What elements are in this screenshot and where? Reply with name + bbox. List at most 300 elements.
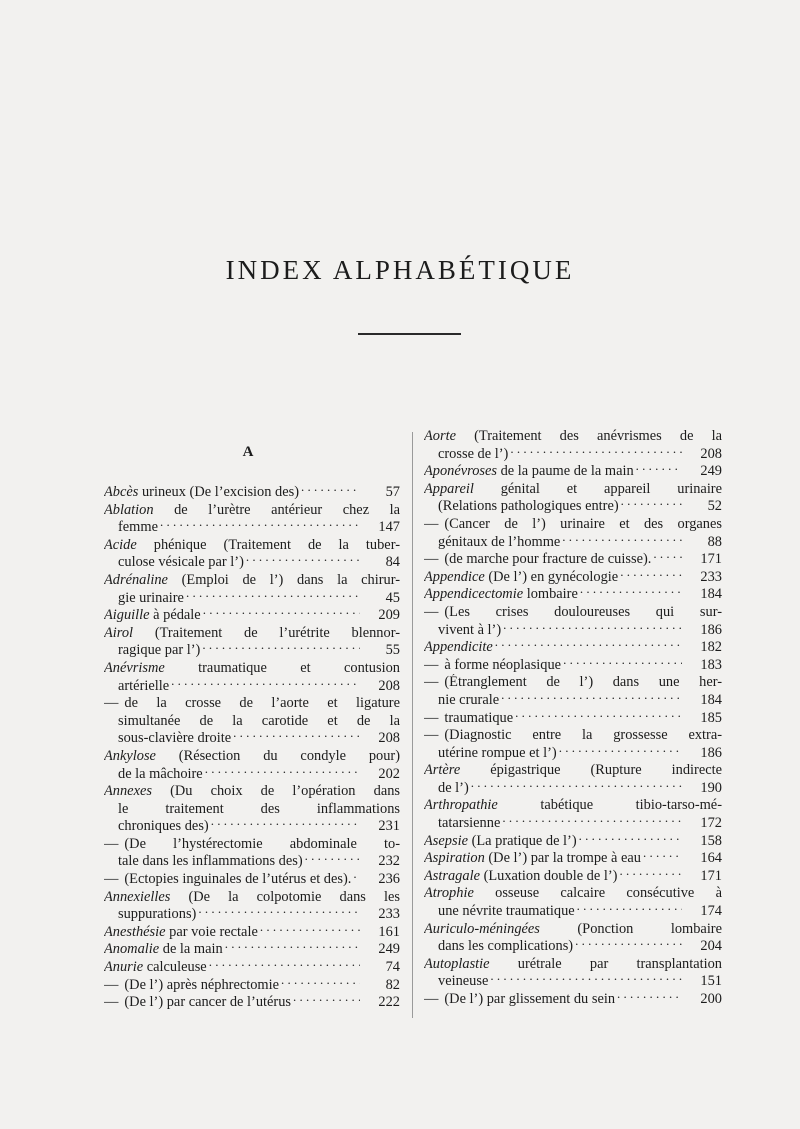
entry-text: [424, 569, 618, 587]
entry-text: [424, 657, 561, 675]
entry-line: [104, 801, 400, 819]
entry-text: [118, 906, 196, 924]
index-entry: [104, 836, 400, 871]
entry-line-text: vivent à l’): [438, 621, 502, 638]
entry-line-text: simultanée de la carotide et de la: [118, 712, 400, 729]
entry-line: [104, 572, 400, 590]
leader-dots: [634, 465, 682, 475]
leader-dots: [469, 782, 682, 792]
index-entry: [104, 783, 400, 836]
leader-dots: [513, 712, 682, 722]
dash-mark: —: [424, 656, 439, 673]
entry-line: [424, 498, 722, 516]
entry-line-text: (Résection du condyle pour): [155, 747, 400, 764]
entry-line-text: (Du choix de l’opération dans: [151, 783, 400, 800]
entry-line: [104, 678, 400, 696]
index-entry: [104, 994, 400, 1012]
entry-keyword: Appendicite: [424, 639, 493, 656]
entry-line: [104, 924, 400, 942]
entry-line: [104, 906, 400, 924]
column-divider: [412, 432, 413, 1018]
page-number: 233: [378, 906, 400, 923]
dash-mark: —: [104, 835, 119, 852]
index-entry: [104, 959, 400, 977]
page-number: 161: [378, 923, 400, 940]
entry-line: [104, 889, 400, 907]
entry-text: [104, 607, 201, 625]
entry-line: [424, 727, 722, 745]
entry-line-text: (De l’) par la trompe à eau: [484, 850, 641, 867]
page-number: 232: [378, 853, 400, 870]
entry-text: [104, 871, 351, 889]
entry-line: [104, 590, 400, 608]
page-number: 172: [700, 815, 722, 832]
entry-keyword: Aspiration: [424, 850, 485, 867]
entry-line: [104, 502, 400, 520]
entry-text: [424, 991, 615, 1009]
entry-line-text: (Ponction lombaire: [539, 920, 722, 937]
index-entry: [424, 639, 722, 657]
index-entry: [104, 748, 400, 783]
entry-line: [424, 692, 722, 710]
index-entry: [424, 956, 722, 991]
index-entry: [424, 710, 722, 728]
dash-mark: —: [104, 994, 119, 1011]
entry-text: [438, 973, 488, 991]
entry-line: [104, 818, 400, 836]
entry-line-text: de la mâchoire: [118, 765, 203, 782]
index-entry: [104, 941, 400, 959]
entry-line-text: le traitement des inflammations: [118, 800, 400, 817]
entry-text: [424, 463, 634, 481]
entry-line-text: épigastrique (Rupture indirecte: [460, 762, 722, 779]
entry-keyword: Astragale: [424, 867, 480, 884]
page-number: 84: [385, 554, 400, 571]
entry-line: [424, 622, 722, 640]
entry-line-text: artérielle: [118, 677, 170, 694]
entry-line: [424, 534, 722, 552]
entry-text: [438, 446, 508, 464]
leader-dots: [291, 996, 360, 1006]
page-number: 231: [378, 818, 400, 835]
entry-text: [104, 977, 279, 995]
entry-line-text: (Traitement des anévrismes de la: [455, 428, 722, 444]
leader-dots: [575, 905, 682, 915]
index-entry: [424, 657, 722, 675]
entry-text: [438, 622, 501, 640]
entry-line-text: urétrale par transplantation: [489, 955, 722, 972]
entry-keyword: Annexielles: [104, 888, 171, 905]
entry-line: [104, 941, 400, 959]
dash-mark: —: [424, 515, 439, 532]
page-number: 249: [700, 463, 722, 480]
entry-keyword: Adrénaline: [104, 571, 168, 588]
leader-dots: [577, 835, 682, 845]
page-number: 186: [700, 621, 722, 638]
entry-text: [104, 660, 400, 678]
dash-mark: —: [104, 695, 119, 712]
entry-text: [104, 484, 299, 502]
index-entry: [104, 537, 400, 572]
page-number: 233: [700, 568, 722, 585]
entry-line-text: ragique par l’): [118, 642, 201, 659]
page-number: 190: [700, 779, 722, 796]
page-number: 55: [385, 642, 400, 659]
entry-line-text: chroniques des): [118, 818, 209, 835]
entry-line-text: (De l’) après néphrectomie: [124, 976, 280, 993]
entry-line-text: lombaire: [523, 586, 578, 603]
leader-dots: [501, 624, 682, 634]
entry-line: [424, 604, 722, 622]
leader-dots: [196, 908, 360, 918]
entry-text: [424, 956, 722, 974]
entry-line: [424, 885, 722, 903]
entry-line-text: (De l’) par glissement du sein: [444, 991, 616, 1007]
leader-dots: [223, 943, 360, 953]
page-number: 182: [700, 639, 722, 656]
page-number: 183: [700, 656, 722, 673]
leader-dots: [351, 873, 360, 883]
page-number: 208: [700, 445, 722, 462]
dash-mark: —: [104, 976, 119, 993]
index-entry: [104, 924, 400, 942]
entry-keyword: Atrophie: [424, 885, 474, 902]
entry-line: [424, 516, 722, 534]
page-number: 202: [378, 765, 400, 782]
page-number: 184: [700, 586, 722, 603]
entry-line-text: de l’urètre antérieur chez la: [153, 501, 400, 518]
entry-text: [424, 885, 722, 903]
entry-line: [424, 815, 722, 833]
index-entry: [424, 868, 722, 886]
entry-keyword: Autoplastie: [424, 955, 490, 972]
index-entry: [104, 977, 400, 995]
entry-line: [424, 973, 722, 991]
entry-keyword: Airol: [104, 624, 134, 641]
entry-line: [424, 921, 722, 939]
entry-text: [424, 674, 722, 692]
index-entry: [424, 885, 722, 920]
dash-mark: —: [424, 727, 439, 744]
page-number: 158: [700, 832, 722, 849]
entry-line-text: (La pratique de l’): [467, 832, 577, 849]
dash-mark: —: [424, 709, 439, 726]
page-number: 45: [385, 589, 400, 606]
page-title: INDEX ALPHABÉTIQUE: [225, 255, 575, 285]
entry-keyword: Appendice: [424, 568, 485, 585]
entry-line-text: nie crurale: [438, 691, 500, 708]
leader-dots: [244, 556, 360, 566]
entry-text: [424, 833, 577, 851]
leader-dots: [573, 940, 682, 950]
entry-line: [424, 903, 722, 921]
entry-line: [104, 959, 400, 977]
entry-line-text: à forme néoplasique: [444, 656, 562, 673]
entry-text: [424, 586, 578, 604]
dash-mark: —: [424, 991, 439, 1007]
entry-line: [424, 428, 722, 446]
entry-text: [424, 516, 722, 534]
page-number: 171: [700, 551, 722, 568]
entry-text: [424, 710, 513, 728]
index-entry: [104, 889, 400, 924]
entry-line-text: génital et appareil urinaire: [473, 480, 722, 497]
entry-line: [424, 991, 722, 1009]
index-entry: [424, 604, 722, 639]
entry-keyword: Anévrisme: [104, 659, 165, 676]
entry-line: [104, 519, 400, 537]
page-number: 184: [700, 691, 722, 708]
entry-text: [118, 818, 209, 836]
entry-text: [438, 745, 557, 763]
entry-keyword: Asepsie: [424, 832, 468, 849]
leader-dots: [169, 680, 360, 690]
entry-line: [104, 642, 400, 660]
entry-line-text: de l’): [438, 779, 469, 796]
leader-dots: [488, 975, 682, 985]
entry-text: [104, 695, 400, 713]
entry-line-text: (Ectopies inguinales de l’utérus et des).: [124, 871, 352, 888]
entry-line-text: crosse de l’): [438, 445, 509, 462]
entry-line-text: femme: [118, 519, 158, 536]
entry-line: [104, 783, 400, 801]
page-number: 52: [707, 498, 722, 515]
index-entry: [424, 833, 722, 851]
page-number: 174: [700, 903, 722, 920]
index-column-left: [104, 484, 400, 1012]
index-entry: [424, 674, 722, 709]
entry-text: [424, 481, 722, 499]
entry-keyword: Artère: [424, 762, 461, 779]
entry-line-text: (De la colpotomie dans les: [170, 888, 400, 905]
entry-line: [424, 956, 722, 974]
page-number: 209: [378, 607, 400, 624]
entry-keyword: Ablation: [104, 501, 154, 518]
leader-dots: [651, 553, 682, 563]
entry-line-text: traumatique et contusion: [164, 659, 400, 676]
entry-text: [104, 889, 400, 907]
entry-keyword: Aorte: [424, 428, 456, 444]
entry-line-text: (de marche pour fracture de cuisse).: [444, 551, 652, 568]
entry-line-text: (Emploi de l’) dans la chirur-: [167, 571, 400, 588]
leader-dots: [231, 732, 360, 742]
entry-line: [424, 639, 722, 657]
entry-text: [438, 692, 499, 710]
entry-line-text: utérine rompue et l’): [438, 744, 557, 761]
entry-line: [104, 484, 400, 502]
entry-text: [104, 502, 400, 520]
entry-line-text: suppurations): [118, 906, 197, 923]
entry-line-text: (De l’) par cancer de l’utérus: [124, 994, 291, 1011]
entry-line: [104, 537, 400, 555]
leader-dots: [279, 979, 360, 989]
entry-keyword: Appareil: [424, 480, 474, 497]
entry-keyword: Arthropathie: [424, 797, 498, 814]
entry-keyword: Anesthésie: [104, 923, 166, 940]
leader-dots: [500, 817, 682, 827]
page-number: 164: [700, 850, 722, 867]
entry-line-text: dans les complications): [438, 938, 574, 955]
dash-mark: —: [424, 603, 439, 620]
index-entry: [424, 727, 722, 762]
page-number: 82: [385, 976, 400, 993]
entry-line-text: traumatique: [444, 709, 514, 726]
leader-dots: [258, 926, 360, 936]
entry-text: [424, 797, 722, 815]
entry-text: [118, 554, 244, 572]
entry-line: [424, 586, 722, 604]
entry-line-text: à pédale: [149, 607, 201, 624]
entry-keyword: Appendicectomie: [424, 586, 524, 603]
page-number: 186: [700, 744, 722, 761]
entry-text: [104, 572, 400, 590]
entry-line-text: de la paume de la main: [497, 463, 634, 480]
index-entry: [104, 607, 400, 625]
page-number: 74: [385, 959, 400, 976]
entry-text: [118, 519, 158, 537]
entry-text: [104, 994, 291, 1012]
entry-text: [104, 537, 400, 555]
leader-dots: [560, 536, 682, 546]
entry-line: [424, 850, 722, 868]
entry-line: [424, 780, 722, 798]
entry-line-text: calculeuse: [143, 959, 207, 976]
entry-line: [104, 730, 400, 748]
entry-text: [118, 590, 184, 608]
entry-line-text: (Diagnostic entre la grossesse extra-: [444, 727, 722, 744]
leader-dots: [200, 644, 360, 654]
page-number: 185: [700, 709, 722, 726]
index-entry: [424, 516, 722, 551]
page-number: 208: [378, 677, 400, 694]
leader-dots: [618, 571, 682, 581]
leader-dots: [203, 768, 360, 778]
entry-line-text: osseuse calcaire consécutive à: [473, 885, 722, 902]
entry-line-text: une névrite traumatique: [438, 903, 575, 920]
entry-keyword: Anomalie: [104, 941, 160, 958]
entry-text: [118, 642, 200, 660]
entry-text: [438, 534, 560, 552]
index-entry: [104, 625, 400, 660]
entry-line-text: veineuse: [438, 973, 489, 990]
entry-keyword: Annexes: [104, 783, 152, 800]
dash-mark: —: [424, 551, 439, 568]
entry-line-text: (Cancer de l’) urinaire et des organes: [444, 515, 722, 532]
page-number: 222: [378, 994, 400, 1011]
entry-line-text: (Luxation double de l’): [479, 867, 618, 884]
entry-text: [104, 941, 223, 959]
entry-text: [438, 498, 619, 516]
entry-line: [104, 748, 400, 766]
index-entry: [424, 586, 722, 604]
page-number: 236: [378, 871, 400, 888]
entry-keyword: Auriculo-méningées: [424, 920, 540, 937]
entry-text: [424, 850, 641, 868]
index-entry: [104, 484, 400, 502]
entry-line: [424, 481, 722, 499]
index-entry: [104, 660, 400, 695]
entry-line: [104, 607, 400, 625]
entry-line: [104, 766, 400, 784]
entry-line-text: tale dans les inflammations des): [118, 853, 303, 870]
entry-text: [424, 727, 722, 745]
page-number: 151: [700, 973, 722, 990]
entry-line-text: de la crosse de l’aorte et ligature: [124, 695, 400, 712]
entry-text: [424, 639, 493, 657]
entry-line: [424, 569, 722, 587]
dash-mark: —: [424, 674, 439, 691]
entry-line: [424, 710, 722, 728]
index-entry: [424, 797, 722, 832]
entry-text: [424, 868, 617, 886]
index-entry: [104, 695, 400, 748]
section-letter: A: [242, 444, 254, 460]
entry-line-text: (De l’) en gynécologie: [484, 568, 619, 585]
entry-line: [424, 868, 722, 886]
entry-text: [118, 801, 400, 819]
entry-line: [424, 762, 722, 780]
entry-line-text: phénique (Traitement de la tuber-: [136, 536, 400, 553]
entry-text: [424, 428, 722, 446]
entry-text: [118, 713, 400, 731]
page-number: 57: [385, 484, 400, 500]
page-number: 204: [700, 938, 722, 955]
leader-dots: [158, 521, 360, 531]
entry-line: [424, 833, 722, 851]
entry-keyword: Anurie: [104, 959, 144, 976]
entry-line: [104, 554, 400, 572]
entry-line: [104, 977, 400, 995]
entry-line: [104, 695, 400, 713]
entry-line: [104, 994, 400, 1012]
entry-line: [424, 657, 722, 675]
entry-line: [424, 797, 722, 815]
entry-text: [118, 730, 231, 748]
index-column-right: [424, 428, 722, 1009]
leader-dots: [508, 448, 682, 458]
entry-keyword: Abcès: [104, 484, 139, 500]
entry-line-text: de la main: [159, 941, 223, 958]
entry-text: [104, 625, 400, 643]
entry-line: [424, 446, 722, 464]
entry-line-text: gie urinaire: [118, 589, 184, 606]
entry-line-text: culose vésicale par l’): [118, 554, 244, 571]
entry-line: [424, 745, 722, 763]
index-entry: [424, 991, 722, 1009]
entry-line-text: génitaux de l’homme: [438, 533, 561, 550]
entry-text: [104, 924, 258, 942]
entry-line-text: (Les crises douloureuses qui sur-: [444, 603, 722, 620]
leader-dots: [615, 993, 682, 1003]
index-entry: [424, 569, 722, 587]
index-entry: [424, 463, 722, 481]
leader-dots: [617, 870, 682, 880]
entry-keyword: Aponévroses: [424, 463, 497, 480]
leader-dots: [619, 500, 682, 510]
entry-line-text: urineux (De l’excision des): [138, 484, 300, 500]
entry-text: [424, 762, 722, 780]
index-entry: [424, 921, 722, 956]
page-number: 200: [700, 991, 722, 1007]
page-number: 208: [378, 730, 400, 747]
entry-line: [104, 713, 400, 731]
page-number: 171: [700, 867, 722, 884]
index-entry: [424, 551, 722, 569]
leader-dots: [561, 659, 682, 669]
entry-text: [118, 766, 203, 784]
leader-dots: [303, 855, 360, 865]
entry-line-text: (Traitement de l’urétrite blennor-: [133, 624, 400, 641]
